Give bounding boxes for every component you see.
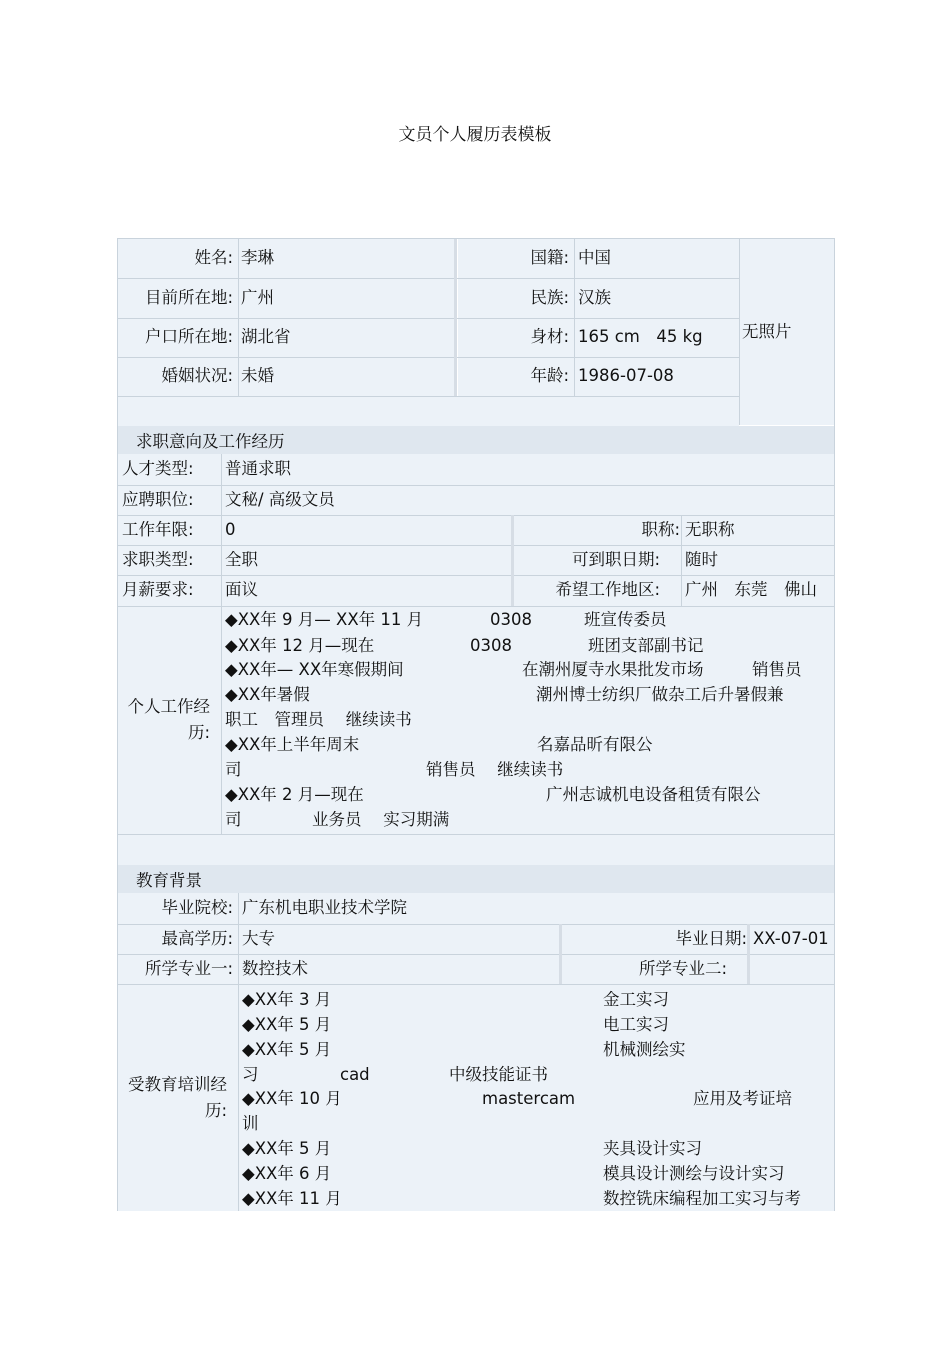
training-line-3-item: 机械测绘实	[603, 1040, 686, 1059]
salary-value: 面议	[222, 575, 511, 606]
resume-table	[117, 238, 835, 1211]
major1-label: 所学专业一:	[118, 954, 239, 984]
experience-line-4-place: 潮州博士纺织厂做杂工后升暑假兼	[536, 685, 784, 704]
spacer-row-2	[118, 835, 834, 865]
training-list	[239, 984, 834, 1211]
salary-label: 月薪要求:	[118, 575, 222, 606]
nationality-value: 中国	[575, 239, 739, 278]
training-line-8-item: 模具设计测绘与设计实习	[603, 1164, 785, 1183]
school-value: 广东机电职业技术学院	[239, 893, 834, 924]
experience-line-7-cont: 司	[225, 760, 242, 779]
ethnicity-value: 汉族	[575, 278, 739, 318]
nationality-label: 国籍:	[458, 239, 575, 278]
experience-line-6-place: 名嘉品昕有限公	[537, 735, 653, 754]
available-value: 随时	[682, 545, 834, 575]
years-label: 工作年限:	[118, 515, 222, 545]
document-title: 文员个人履历表模板	[398, 125, 552, 145]
experience-line-8-date: ◆XX年 2 月—现在	[225, 785, 364, 804]
photo-placeholder: 无照片	[740, 239, 834, 425]
training-line-5-item: 应用及考证培	[693, 1089, 792, 1108]
section-job-header: 求职意向及工作经历	[118, 426, 834, 454]
training-line-9-item: 数控铣床编程加工实习与考	[603, 1189, 801, 1208]
experience-line-2-date: ◆XX年 12 月—现在	[225, 636, 375, 655]
training-line-1-date: ◆XX年 3 月	[242, 990, 332, 1009]
training-line-7-date: ◆XX年 5 月	[242, 1139, 332, 1158]
training-line-5-software: mastercam	[482, 1089, 576, 1108]
hukou-value: 湖北省	[239, 318, 455, 357]
experience-line-5: 职工 管理员 继续读书	[225, 710, 412, 729]
experience-line-9-cont: 司	[225, 810, 242, 829]
experience-line-3-place: 在潮州厦寺水果批发市场	[522, 660, 704, 679]
type-value: 全职	[222, 545, 511, 575]
experience-line-7-role: 销售员 继续读书	[426, 760, 564, 779]
experience-line-2-role: 班团支部副书记	[588, 636, 704, 655]
experience-line-1-role: 班宣传委员	[584, 610, 667, 629]
job-title-label: 职称:	[514, 515, 682, 545]
training-line-1-item: 金工实习	[603, 990, 669, 1009]
talent-label: 人才类型:	[118, 454, 222, 485]
position-value: 文秘/ 高级文员	[222, 485, 834, 515]
training-line-6-cont: 训	[242, 1114, 259, 1133]
grad-label: 毕业日期:	[562, 924, 749, 954]
training-label-line1: 受教育培训经	[128, 1074, 227, 1094]
major1-value: 数控技术	[239, 954, 559, 984]
grad-value: XX-07-01	[750, 924, 834, 954]
training-line-2-date: ◆XX年 5 月	[242, 1015, 332, 1034]
experience-line-1-class: 0308	[490, 610, 532, 629]
years-value: 0	[222, 515, 511, 545]
location-label: 目前所在地:	[118, 278, 239, 318]
body-label: 身材:	[458, 318, 575, 357]
training-line-4-cont: 习	[242, 1065, 259, 1084]
experience-label-line1: 个人工作经	[127, 697, 210, 716]
school-label: 毕业院校:	[118, 893, 239, 924]
type-label: 求职类型:	[118, 545, 222, 575]
hukou-label: 户口所在地:	[118, 318, 239, 357]
talent-value: 普通求职	[222, 454, 834, 485]
experience-label	[118, 606, 222, 834]
experience-list	[222, 606, 834, 834]
name-label: 姓名:	[118, 239, 239, 278]
major2-value	[750, 954, 834, 984]
training-line-9-date: ◆XX年 11 月	[242, 1189, 342, 1208]
job-title-value: 无职称	[682, 515, 834, 545]
marital-label: 婚姻状况:	[118, 357, 239, 396]
training-label	[118, 984, 239, 1211]
training-line-4-cert: 中级技能证书	[449, 1065, 548, 1084]
training-line-3-date: ◆XX年 5 月	[242, 1040, 332, 1059]
age-label: 年龄:	[458, 357, 575, 396]
spacer-row	[118, 396, 739, 426]
degree-value: 大专	[239, 924, 559, 954]
name-value: 李琳	[239, 239, 455, 278]
area-value: 广州 东莞 佛山	[682, 575, 834, 606]
location-value: 广州	[239, 278, 455, 318]
age-value: 1986-07-08	[575, 357, 739, 396]
experience-label-line2: 历:	[187, 723, 210, 742]
experience-line-4-date: ◆XX年暑假	[225, 685, 310, 704]
experience-line-3-date: ◆XX年— XX年寒假期间	[225, 660, 404, 679]
experience-line-9-role: 业务员 实习期满	[312, 810, 450, 829]
experience-line-6-date: ◆XX年上半年周末	[225, 735, 360, 754]
training-line-8-date: ◆XX年 6 月	[242, 1164, 332, 1183]
experience-line-8-place: 广州志诚机电设备租赁有限公	[546, 785, 761, 804]
training-line-2-item: 电工实习	[603, 1015, 669, 1034]
body-value: 165 cm 45 kg	[575, 318, 739, 357]
section-edu-header: 教育背景	[118, 865, 834, 893]
marital-value: 未婚	[239, 357, 455, 396]
experience-line-3-role: 销售员	[752, 660, 802, 679]
position-label: 应聘职位:	[118, 485, 222, 515]
experience-line-1-date: ◆XX年 9 月— XX年 11 月	[225, 610, 424, 629]
available-label: 可到职日期:	[514, 545, 682, 575]
training-line-5-date: ◆XX年 10 月	[242, 1089, 342, 1108]
degree-label: 最高学历:	[118, 924, 239, 954]
area-label: 希望工作地区:	[514, 575, 682, 606]
training-label-line2: 历:	[204, 1100, 227, 1120]
training-line-4-cad: cad	[340, 1065, 370, 1084]
ethnicity-label: 民族:	[458, 278, 575, 318]
training-line-7-item: 夹具设计实习	[603, 1139, 702, 1158]
experience-line-2-class: 0308	[470, 636, 512, 655]
major2-label: 所学专业二:	[562, 954, 749, 984]
